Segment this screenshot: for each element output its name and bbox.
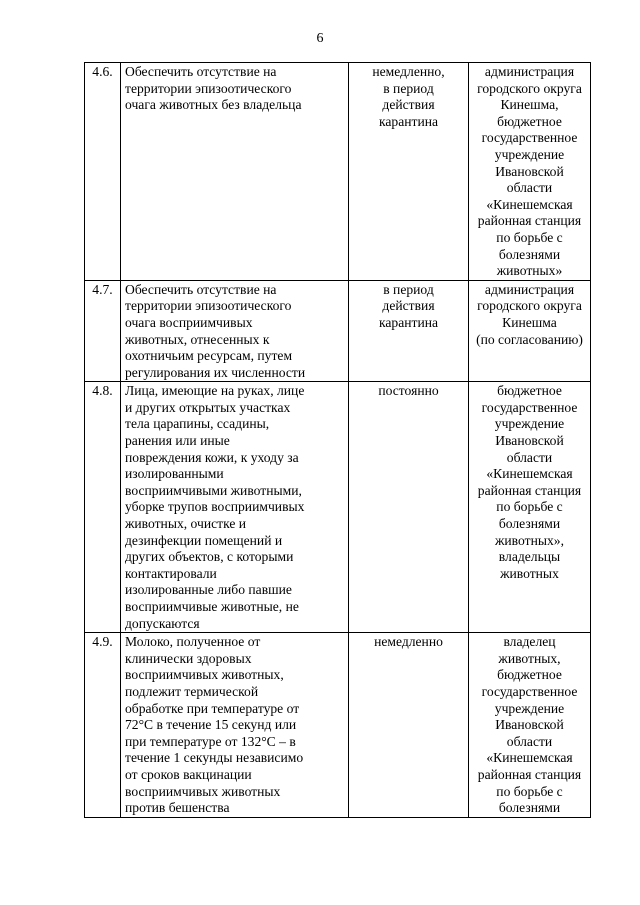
item-number: 4.6. xyxy=(85,63,121,281)
responsible-party-line: области xyxy=(506,180,553,196)
measure-text-line: восприимчивых животных, xyxy=(125,667,284,683)
responsible-party-line: бюджетное xyxy=(497,113,562,129)
responsible-party xyxy=(469,633,591,818)
responsible-party-line: государственное xyxy=(481,130,578,146)
measure-text-line: течение 1 секунды независимо xyxy=(125,750,304,766)
measure-term xyxy=(349,382,469,633)
measure-text-line: обработке при температуре от xyxy=(125,700,300,716)
responsible-party-line: животных», xyxy=(495,532,564,548)
measure-term-line: постоянно xyxy=(378,383,439,399)
responsible-party-line: животных, xyxy=(498,650,561,666)
measure-text-line: территории эпизоотического xyxy=(125,80,292,96)
responsible-party-line: болезнями xyxy=(498,800,561,816)
measure-term-line: действия xyxy=(382,298,435,314)
measures-table-body xyxy=(85,63,591,818)
responsible-party-line: животных xyxy=(500,565,559,581)
responsible-party-line: болезнями xyxy=(498,246,561,262)
responsible-party-line: бюджетное xyxy=(497,667,562,683)
measure-text-line: Обеспечить отсутствие на xyxy=(125,64,277,79)
measure-text-line: от сроков вакцинации xyxy=(125,766,252,782)
measure-term-line: немедленно, xyxy=(372,64,445,79)
responsible-party-line: (по согласованию) xyxy=(476,331,583,347)
measure-text-line: ранения или иные xyxy=(125,433,230,449)
item-number: 4.9. xyxy=(85,633,121,818)
responsible-party-line: владелец xyxy=(503,634,556,650)
responsible-party-line: учреждение xyxy=(494,700,565,716)
measure-text-line: 72°С в течение 15 секунд или xyxy=(125,717,297,733)
measure-text-line: животных, очистке и xyxy=(125,516,247,532)
measure-text-line: допускаются xyxy=(125,615,200,631)
measure-term-line: действия xyxy=(382,97,435,113)
measure-text-line: очага восприимчивых xyxy=(125,314,253,330)
measure-term-line: карантина xyxy=(378,314,439,330)
responsible-party xyxy=(469,63,591,281)
measure-term-line: в период xyxy=(383,281,434,297)
measure-term-line: карантина xyxy=(378,113,439,129)
table-row xyxy=(85,382,591,633)
measure-text-line: других объектов, с которыми xyxy=(125,549,294,565)
measure-text-line: тела царапины, ссадины, xyxy=(125,416,270,432)
measure-term xyxy=(349,63,469,281)
table-row xyxy=(85,63,591,281)
measure-text-line: Молоко, полученное от xyxy=(125,634,261,650)
responsible-party-line: районная станция xyxy=(477,766,582,782)
measure-text-line: территории эпизоотического xyxy=(125,298,292,314)
measure-text xyxy=(121,280,349,382)
measure-text-line: контактировали xyxy=(125,565,217,581)
responsible-party-line: области xyxy=(506,733,553,749)
measure-text-line: охотничьим ресурсам, путем xyxy=(125,348,293,364)
responsible-party-line: Ивановской xyxy=(495,163,564,179)
responsible-party-line: районная станция xyxy=(477,213,582,229)
responsible-party-line: области xyxy=(506,449,553,465)
table-row xyxy=(85,280,591,382)
responsible-party-line: Ивановской xyxy=(495,433,564,449)
measure-text-line: при температуре от 132°С – в xyxy=(125,733,296,749)
responsible-party-line: «Кинешемская xyxy=(486,196,573,212)
responsible-party-line: Ивановской xyxy=(495,717,564,733)
measure-text-line: Лица, имеющие на руках, лице xyxy=(125,383,305,399)
responsible-party-line: государственное xyxy=(481,683,578,699)
responsible-party-line: администрация xyxy=(484,281,575,297)
responsible-party-line: владельцы xyxy=(498,549,561,565)
item-number: 4.7. xyxy=(85,280,121,382)
measure-text-line: восприимчивые животные, не xyxy=(125,599,299,614)
responsible-party-line: государственное xyxy=(481,399,578,415)
responsible-party xyxy=(469,280,591,382)
measure-text-line: восприимчивых животных xyxy=(125,783,281,799)
measure-text-line: восприимчивыми животными, xyxy=(125,482,302,498)
responsible-party-line: администрация xyxy=(484,64,575,79)
responsible-party-line: животных» xyxy=(496,263,563,279)
responsible-party-line: по борьбе с xyxy=(496,229,563,245)
responsible-party-line: по борьбе с xyxy=(496,499,563,515)
measure-text-line: Обеспечить отсутствие на xyxy=(125,281,277,297)
responsible-party-line: «Кинешемская xyxy=(486,750,573,766)
responsible-party-line: районная станция xyxy=(477,482,582,498)
measure-text-line: регулирования их численности xyxy=(125,364,306,380)
responsible-party-line: учреждение xyxy=(494,416,565,432)
measure-text-line: клинически здоровых xyxy=(125,650,252,666)
page-number: 6 xyxy=(316,31,324,46)
responsible-party-line: болезнями xyxy=(498,516,561,532)
measure-term-line: немедленно xyxy=(374,634,443,650)
measures-table xyxy=(84,62,591,818)
measure-text-line: и других открытых участках xyxy=(125,399,291,415)
measure-text xyxy=(121,63,349,281)
responsible-party-line: учреждение xyxy=(494,146,565,162)
measure-text-line: изолированные либо павшие xyxy=(125,582,292,598)
measure-term-line: в период xyxy=(383,80,434,96)
measure-text-line: повреждения кожи, к уходу за xyxy=(125,449,299,465)
responsible-party-line: Кинешма, xyxy=(500,97,559,113)
measure-text-line: очага животных без владельца xyxy=(125,97,302,113)
measure-text-line: уборке трупов восприимчивых xyxy=(125,499,305,515)
measure-text-line: животных, отнесенных к xyxy=(125,331,270,347)
measure-text xyxy=(121,633,349,818)
responsible-party-line: по борьбе с xyxy=(496,783,563,799)
measure-text-line: подлежит термической xyxy=(125,683,259,699)
measure-term xyxy=(349,280,469,382)
measure-text xyxy=(121,382,349,633)
measure-text-line: изолированными xyxy=(125,466,224,482)
item-number: 4.8. xyxy=(85,382,121,633)
responsible-party-line: городского округа xyxy=(477,80,582,96)
measure-text-line: дезинфекции помещений и xyxy=(125,532,283,548)
responsible-party-line: бюджетное xyxy=(497,383,562,399)
responsible-party-line: «Кинешемская xyxy=(486,466,573,482)
responsible-party xyxy=(469,382,591,633)
responsible-party-line: городского округа xyxy=(477,298,582,314)
measure-text-line: против бешенства xyxy=(125,800,230,816)
table-row xyxy=(85,633,591,818)
responsible-party-line: Кинешма xyxy=(502,314,557,330)
measure-term xyxy=(349,633,469,818)
